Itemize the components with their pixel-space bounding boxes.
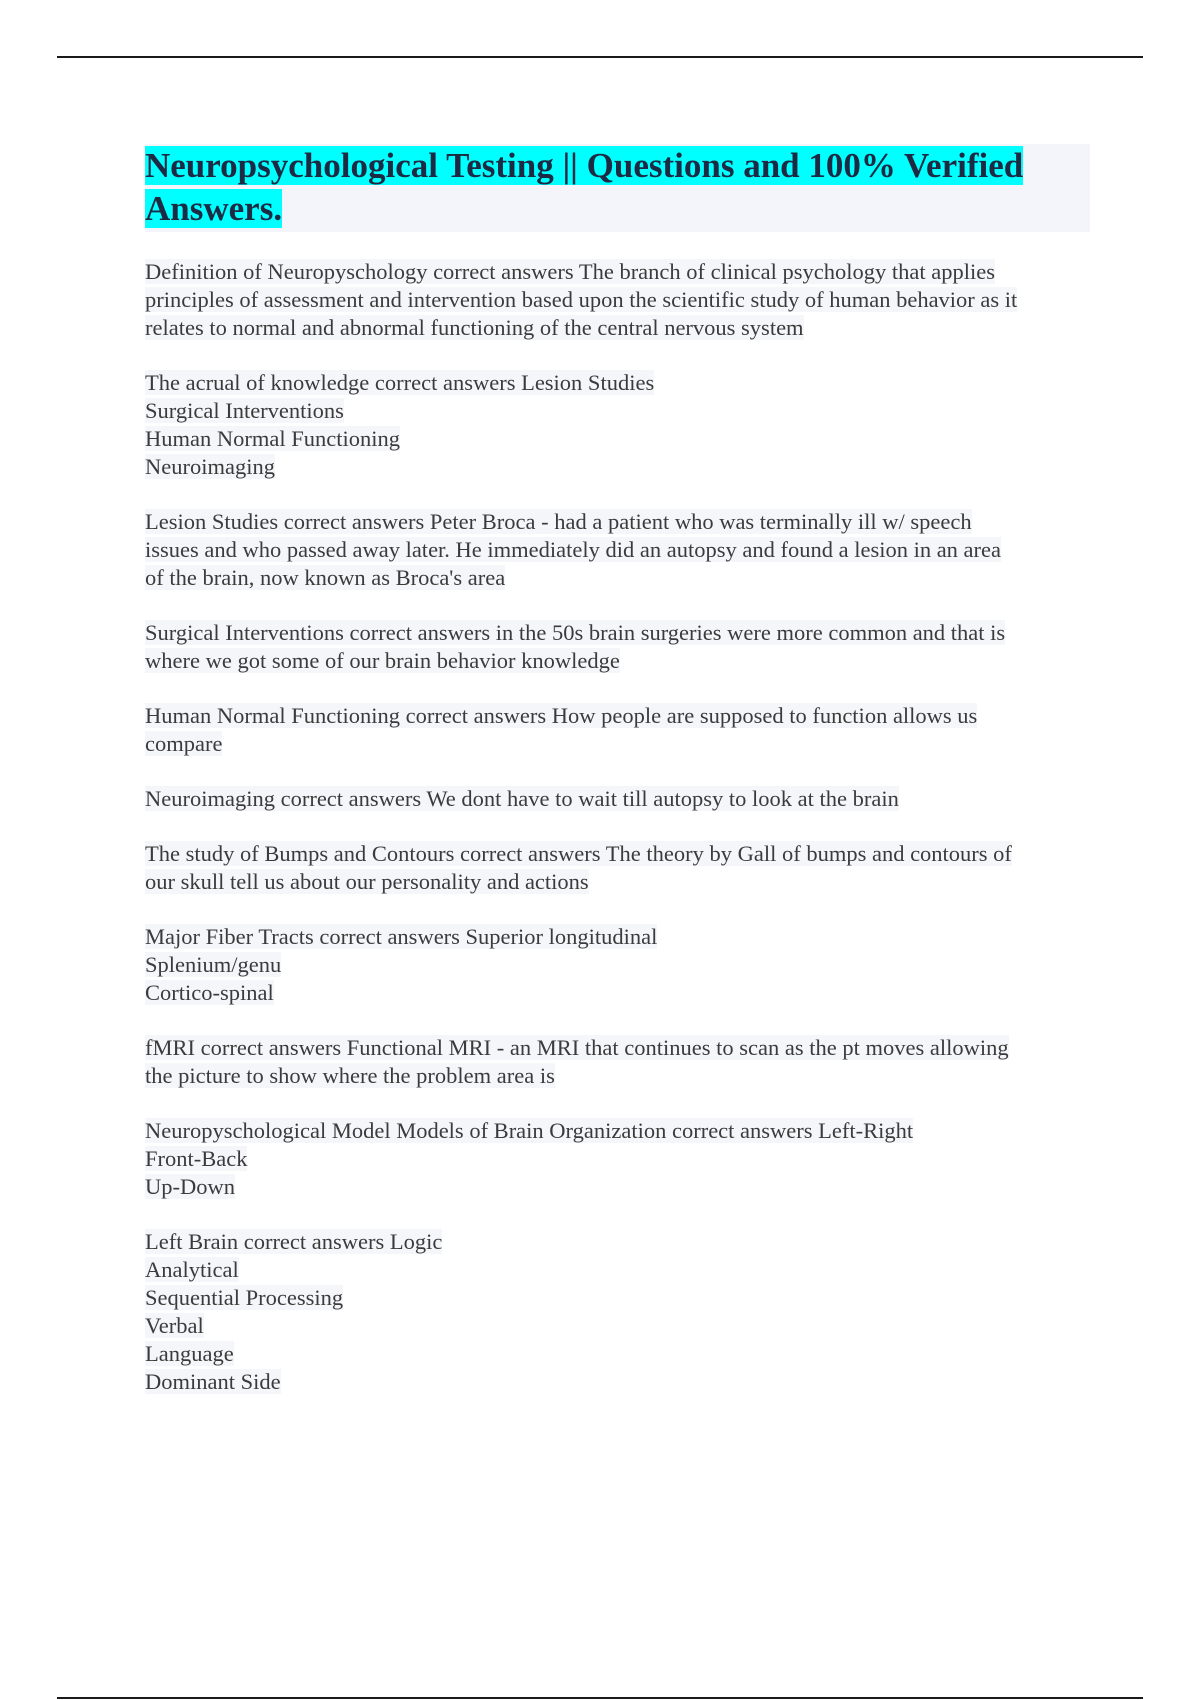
qa-entry-text: Verbal (145, 1313, 204, 1338)
qa-entry (145, 923, 1090, 1007)
bottom-rule (57, 1697, 1143, 1699)
qa-entry-line (145, 536, 1090, 564)
qa-entry-line (145, 286, 1090, 314)
qa-entry-line (145, 1228, 1090, 1256)
qa-entry-text: The acrual of knowledge correct answers Lesion Studies (145, 370, 655, 395)
qa-entry-text: Sequential Processing (145, 1285, 344, 1310)
qa-entry-text: Lesion Studies correct answers Peter Broca - had a patient who was terminally ill w/ speech (145, 509, 972, 534)
qa-entry (145, 369, 1090, 481)
qa-entry-text: Definition of Neuropyschology correct answers The branch of clinical psychology that applies (145, 259, 995, 284)
qa-entry-line (145, 1284, 1090, 1312)
qa-entry-text: Neuropyschological Model Models of Brain Organization correct answers Left-Right (145, 1118, 914, 1143)
qa-entry-line (145, 1340, 1090, 1368)
qa-entry-text: Splenium/genu (145, 952, 282, 977)
qa-entry (145, 840, 1090, 896)
qa-entry-line (145, 785, 1090, 813)
qa-entry-text: Surgical Interventions (145, 398, 344, 423)
qa-entry-line (145, 923, 1090, 951)
qa-entry-text: Analytical (145, 1257, 239, 1282)
qa-entry-line (145, 619, 1090, 647)
qa-entry (145, 258, 1090, 342)
qa-entry-text: Language (145, 1341, 234, 1366)
qa-entry-line (145, 1256, 1090, 1284)
qa-entry (145, 785, 1090, 813)
qa-entry-text: compare (145, 731, 223, 756)
qa-entry-text: Neuroimaging correct answers We dont have to wait till autopsy to look at the brain (145, 786, 899, 811)
qa-list (145, 258, 1090, 1396)
qa-entry-text: of the brain, now known as Broca's area (145, 565, 506, 590)
title-text: Neuropsychological Testing || Questions and 100% Verified Answers. (145, 146, 1024, 228)
qa-entry-line (145, 425, 1090, 453)
qa-entry (145, 1117, 1090, 1201)
qa-entry (145, 702, 1090, 758)
qa-entry-text: our skull tell us about our personality and actions (145, 869, 589, 894)
qa-entry-line (145, 508, 1090, 536)
qa-entry-line (145, 1034, 1090, 1062)
qa-entry-text: Major Fiber Tracts correct answers Superior longitudinal (145, 924, 658, 949)
title-block (145, 144, 1090, 232)
document-title (145, 144, 1090, 230)
qa-entry-text: Dominant Side (145, 1369, 281, 1394)
qa-entry-line (145, 314, 1090, 342)
qa-entry-line (145, 564, 1090, 592)
qa-entry (145, 1228, 1090, 1396)
qa-entry-line (145, 868, 1090, 896)
qa-entry-text: Human Normal Functioning correct answers How people are supposed to function allows us (145, 703, 978, 728)
qa-entry-text: Left Brain correct answers Logic (145, 1229, 443, 1254)
qa-entry-text: Neuroimaging (145, 454, 275, 479)
qa-entry-text: relates to normal and abnormal functioning of the central nervous system (145, 315, 804, 340)
qa-entry-line (145, 1368, 1090, 1396)
qa-entry-text: fMRI correct answers Functional MRI - an MRI that continues to scan as the pt moves allowing (145, 1035, 1009, 1060)
qa-entry-text: the picture to show where the problem area is (145, 1063, 555, 1088)
document-body (145, 144, 1090, 1423)
qa-entry-text: The study of Bumps and Contours correct answers The theory by Gall of bumps and contours of (145, 841, 1012, 866)
qa-entry-text: where we got some of our brain behavior knowledge (145, 648, 620, 673)
qa-entry-text: Surgical Interventions correct answers in the 50s brain surgeries were more common and that is (145, 620, 1006, 645)
qa-entry (145, 508, 1090, 592)
qa-entry-line (145, 1145, 1090, 1173)
top-rule (57, 56, 1143, 58)
qa-entry-line (145, 453, 1090, 481)
qa-entry-line (145, 258, 1090, 286)
qa-entry-text: principles of assessment and intervention based upon the scientific study of human behavior as it (145, 287, 1018, 312)
qa-entry-line (145, 951, 1090, 979)
qa-entry-line (145, 397, 1090, 425)
qa-entry-line (145, 979, 1090, 1007)
qa-entry (145, 619, 1090, 675)
qa-entry-line (145, 1062, 1090, 1090)
qa-entry-text: issues and who passed away later. He immediately did an autopsy and found a lesion in an area (145, 537, 1002, 562)
qa-entry-text: Human Normal Functioning (145, 426, 400, 451)
qa-entry-line (145, 647, 1090, 675)
qa-entry-text: Front-Back (145, 1146, 248, 1171)
qa-entry-line (145, 840, 1090, 868)
qa-entry (145, 1034, 1090, 1090)
qa-entry-line (145, 1312, 1090, 1340)
qa-entry-line (145, 1117, 1090, 1145)
qa-entry-line (145, 1173, 1090, 1201)
qa-entry-text: Up-Down (145, 1174, 235, 1199)
qa-entry-line (145, 702, 1090, 730)
qa-entry-line (145, 730, 1090, 758)
qa-entry-text: Cortico-spinal (145, 980, 274, 1005)
qa-entry-line (145, 369, 1090, 397)
